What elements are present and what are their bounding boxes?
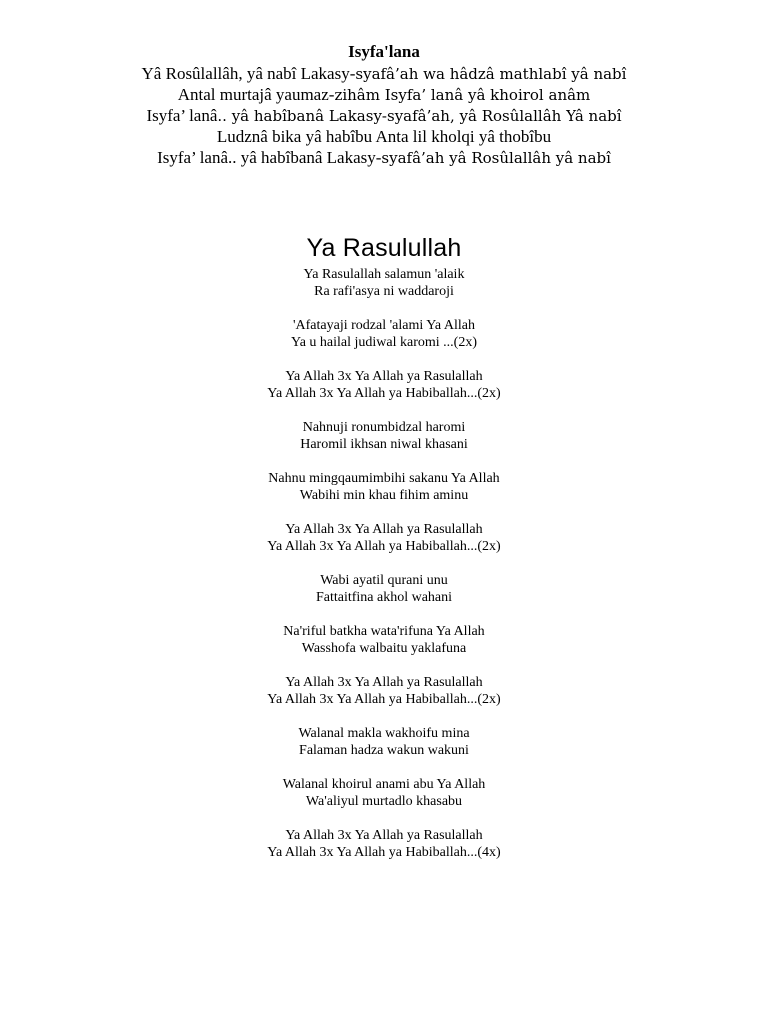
lyric-line: Ya u hailal judiwal karomi ...(2x) xyxy=(291,335,477,350)
lyric-line: Ya Rasulallah salamun 'alaik xyxy=(303,267,465,282)
isyfalana-section xyxy=(0,41,768,168)
ya-rasulullah-section xyxy=(0,230,768,878)
lyric-line: Wasshofa walbaitu yaklafuna xyxy=(301,641,467,656)
lyric-line: Ya Allah 3x Ya Allah ya Rasulallah xyxy=(285,828,483,843)
stanza xyxy=(0,419,768,453)
lyric-line: Ra rafi'asya ni waddaroji xyxy=(314,284,454,299)
isyfalana-line-part: .. yâ habîbanâ Lakasy-syafâ’ah, yâ Rosûlallâh Yâ nabî xyxy=(217,107,622,125)
isyfalana-line xyxy=(0,126,768,147)
stanza xyxy=(0,317,768,351)
lyric-line: 'Afatayaji rodzal 'alami Ya Allah xyxy=(293,318,475,333)
isyfalana-line-part: syafâ’ah wa hâdzâ mathlabî yâ nabî xyxy=(355,65,627,83)
isyfalana-line xyxy=(0,63,768,84)
lyric-line: Falaman hadza wakun wakuni xyxy=(299,743,469,758)
lyric-line: Nahnu mingqaumimbihi sakanu Ya Allah xyxy=(268,471,500,486)
ya-rasulullah-lyrics xyxy=(0,266,768,861)
isyfalana-line-part: Antal murtajâ yaumaz- xyxy=(177,85,335,104)
isyfalana-line-part: syafâ’ah yâ Rosûlallâh yâ nabî xyxy=(381,149,611,167)
lyric-line: Wabihi min khau fihim aminu xyxy=(299,488,469,503)
lyric-line: Ya Allah 3x Ya Allah ya Rasulallah xyxy=(285,675,483,690)
isyfalana-line-part: Isyfa’ lanâ xyxy=(146,106,218,125)
stanza xyxy=(0,674,768,708)
lyric-line: Ya Allah 3x Ya Allah ya Habiballah...(2x) xyxy=(267,539,501,554)
stanza xyxy=(0,521,768,555)
isyfalana-title: Isyfa'lana xyxy=(348,42,420,61)
isyfalana-line xyxy=(0,84,768,105)
stanza xyxy=(0,470,768,504)
stanza xyxy=(0,725,768,759)
lyric-line: Ya Allah 3x Ya Allah ya Habiballah...(2x) xyxy=(267,386,501,401)
lyric-line: Ya Allah 3x Ya Allah ya Habiballah...(4x) xyxy=(267,845,501,860)
stanza xyxy=(0,368,768,402)
lyric-line: Walanal khoirul anami abu Ya Allah xyxy=(282,777,486,792)
lyric-line: Ya Allah 3x Ya Allah ya Rasulallah xyxy=(285,369,483,384)
lyric-line: Nahnuji ronumbidzal haromi xyxy=(302,420,466,435)
stanza xyxy=(0,266,768,300)
stanza xyxy=(0,827,768,861)
isyfalana-line xyxy=(0,147,768,168)
isyfalana-line-part: zihâm Isyfa’ lanâ yâ khoirol anâm xyxy=(334,86,591,104)
isyfalana-line-part: Isyfa’ lanâ.. yâ habîbanâ Lakasy- xyxy=(157,148,382,167)
lyric-line: Wa'aliyul murtadlo khasabu xyxy=(305,794,463,809)
lyric-line: Ya Allah 3x Ya Allah ya Habiballah...(2x) xyxy=(267,692,501,707)
lyric-line: Wabi ayatil qurani unu xyxy=(320,573,448,588)
ya-rasulullah-title: Ya Rasulullah xyxy=(306,234,462,262)
lyric-line: Haromil ikhsan niwal khasani xyxy=(300,437,468,452)
lyric-line: Walanal makla wakhoifu mina xyxy=(298,726,470,741)
stanza xyxy=(0,623,768,657)
isyfalana-lyrics xyxy=(0,63,768,168)
isyfalana-line-part: Ludznâ bika yâ habîbu Anta lil kholqi yâ thobîbu xyxy=(216,127,552,146)
stanza xyxy=(0,776,768,810)
isyfalana-line xyxy=(0,105,768,126)
lyric-line: Ya Allah 3x Ya Allah ya Rasulallah xyxy=(285,522,483,537)
lyric-line: Fattaitfina akhol wahani xyxy=(315,590,453,605)
stanza xyxy=(0,572,768,606)
lyric-line: Na'riful batkha wata'rifuna Ya Allah xyxy=(283,624,485,639)
isyfalana-line-part: Yâ Rosûlallâh, yâ nabî Lakasy- xyxy=(141,64,356,83)
